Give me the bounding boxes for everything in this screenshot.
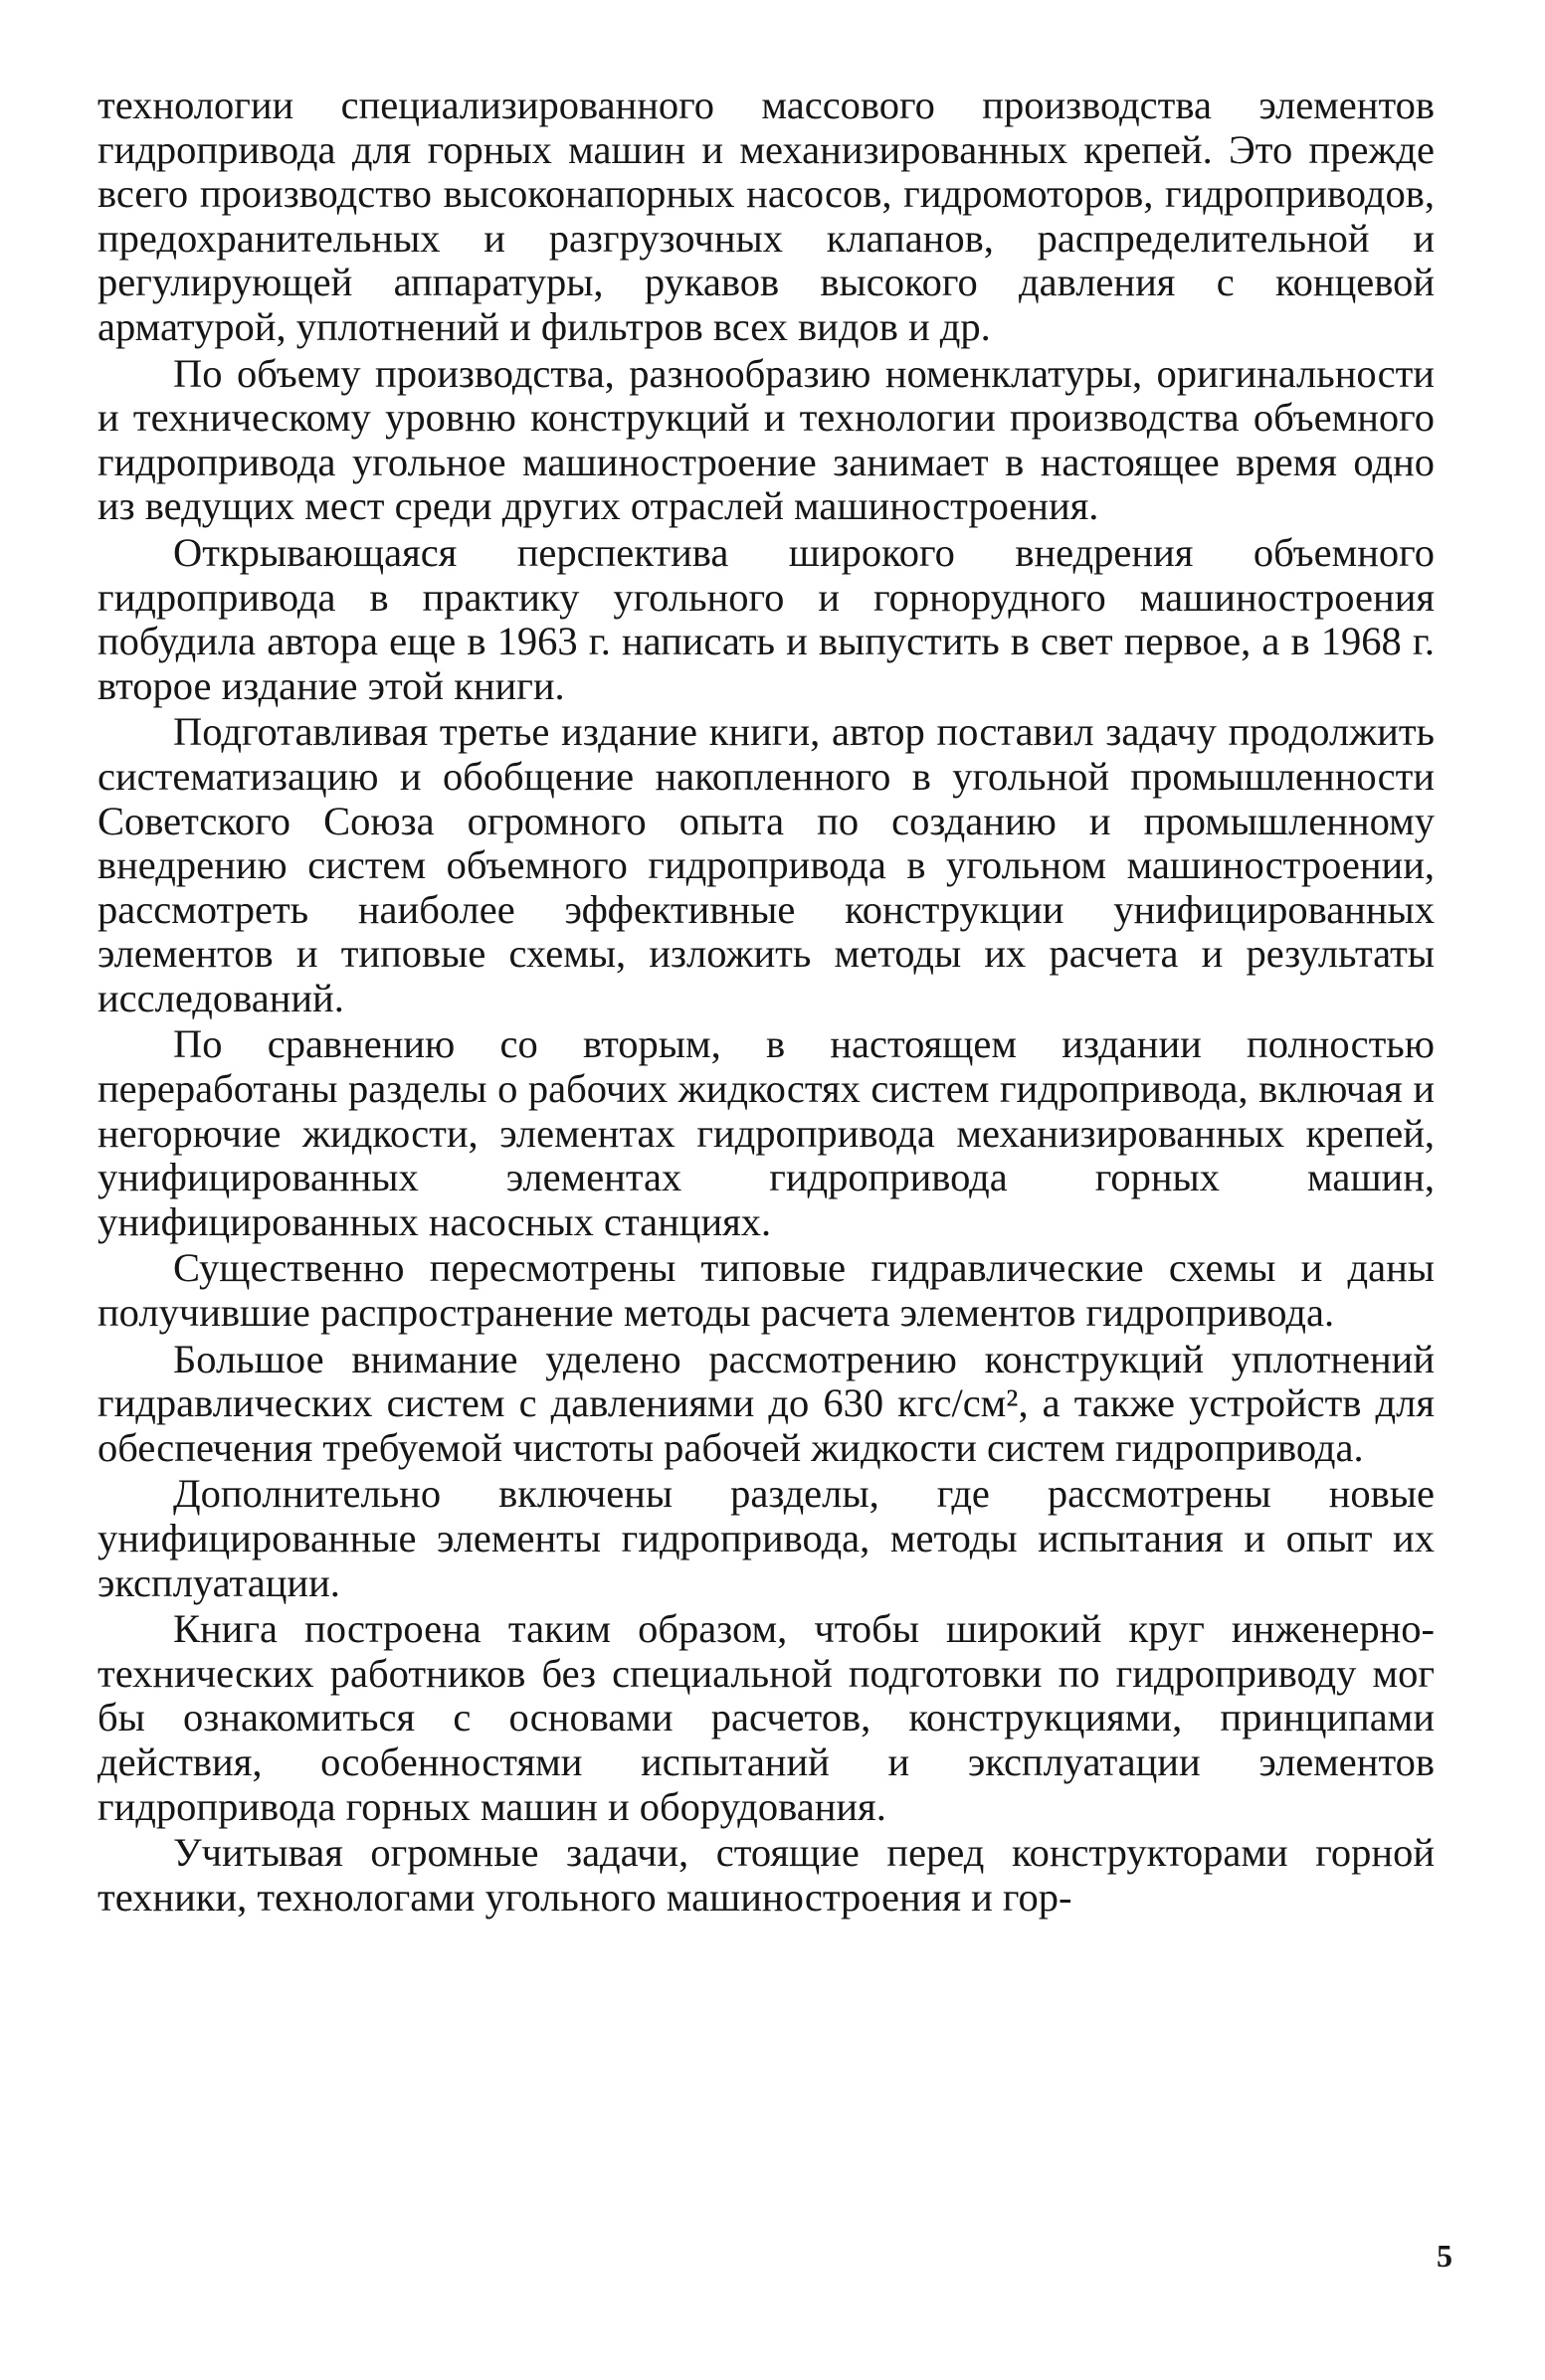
paragraph-perspective: Открывающаяся перспектива широкого внедрения объемного гидропривода в практику угольного и горнорудного машиностроения побудила автора еще в 1963 г. написать и выпустить в свет первое, а в 1968 г. второе издание этой книги.: [97, 529, 1435, 708]
paragraph-seals: Большое внимание уделено рассмотрению конструкций уплотнений гидравлических систем с давлениями до 630 кгс/см², а также устройств для обеспечения требуемой чистоты рабочей жидкости систем гидропривода.: [97, 1336, 1435, 1470]
page-number: 5: [1437, 2238, 1452, 2274]
paragraph-third-edition: Подготавливая третье издание книги, автор поставил задачу продолжить систематизацию и обобщение накопленного в угольной промышленности Советского Союза огромного опыта по созданию и промышленному внедрению систем объемного гидропривода в угольном машиностроении, рассмотреть наиболее эффективные конструкции унифицированных элементов и типовые схемы, изложить методы их расчета и результаты исследований.: [97, 709, 1435, 1020]
paragraph-production-volume: По объему производства, разнообразию номенклатуры, оригинальности и техническому уровню конструкций и технологии производства объемного гидропривода угольное машиностроение занимает в настоящее время одно из ведущих мест среди других отраслей машиностроения.: [97, 350, 1435, 529]
page-text-block: [97, 84, 1435, 1920]
paragraph-schemes: Существенно пересмотрены типовые гидравлические схемы и даны получившие распространение методы расчета элементов гидропривода.: [97, 1245, 1435, 1336]
paragraph-tasks: Учитывая огромные задачи, стоящие перед конструкторами горной техники, технологами угольного машиностроения и гор-: [97, 1830, 1435, 1920]
paragraph-book-structure: Книга построена таким образом, чтобы широкий круг инженерно-технических работников без специальной подготовки по гидроприводу мог бы ознакомиться с основами расчетов, конструкциями, принципами действия, особенностями испытаний и эксплуатации элементов гидропривода горных машин и оборудования.: [97, 1606, 1435, 1829]
paragraph-comparison: По сравнению со вторым, в настоящем издании полностью переработаны разделы о рабочих жидкостях систем гидропривода, включая и негорючие жидкости, элементах гидропривода механизированных крепей, унифицированных элементах гидропривода горных машин, унифицированных насосных станциях.: [97, 1021, 1435, 1244]
paragraph-new-sections: Дополнительно включены разделы, где рассмотрены новые унифицированные элементы гидропривода, методы испытания и опыт их эксплуатации.: [97, 1471, 1435, 1605]
paragraph-continuation: технологии специализированного массового производства элементов гидропривода для горных машин и механизированных крепей. Это прежде всего производство высоконапорных насосов, гидромоторов, гидроприводов, предохранительных и разгрузочных клапанов, распределительной и регулирующей аппаратуры, рукавов высокого давления с концевой арматурой, уплотнений и фильтров всех видов и др.: [97, 83, 1435, 349]
